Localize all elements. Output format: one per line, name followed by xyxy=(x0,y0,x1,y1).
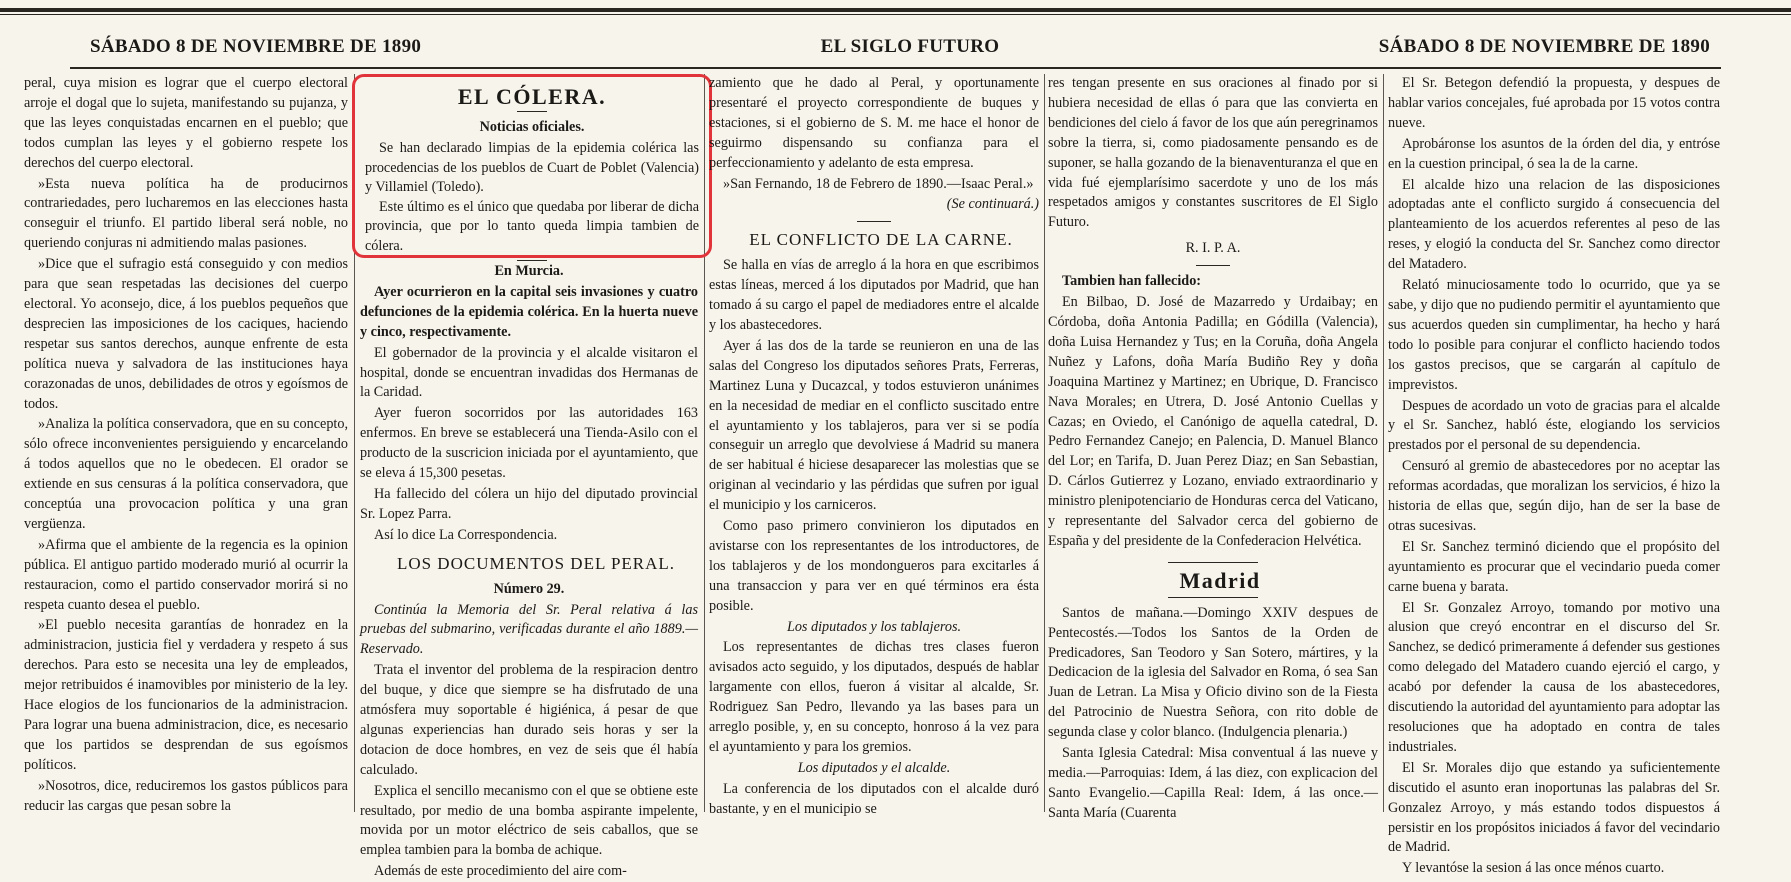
masthead xyxy=(90,36,1710,62)
date-right: SÁBADO 8 DE NOVIEMBRE DE 1890 xyxy=(1378,36,1710,57)
column-3 xyxy=(709,74,1039,817)
column-divider xyxy=(1383,74,1384,812)
paragraph: La conferencia de los diputados con el alcalde duró bastante, y en el municipio se xyxy=(709,780,1039,817)
paragraph: »Analiza la política conservadora, que en su concepto, sólo ofrece inconvenientes persiguiendo y encarcelando á todos aquellos que no le obedecen. El orador se extiende en sus censuras á la política conservadora, que conceptúa una provocacion política y una gran vergüenza. xyxy=(24,416,348,532)
subheading: Los diputados y el alcalde. xyxy=(797,759,951,776)
paragraph: El gobernador de la provincia y el alcalde visitaron el hospital, donde se encuentran invadidas dos Hermanas de la Caridad. xyxy=(360,344,698,401)
paragraph: »Afirma que el ambiente de la regencia es la opinion pública. El antiguo partido moderado murió al ocurrir la restauracion, como el partido conservador morirá si no respeta cuanto desea el pueblo. xyxy=(24,536,348,613)
paragraph: »Nosotros, dice, reduciremos los gastos públicos para reducir las cargas que pesan sobre la xyxy=(24,777,348,814)
column-4 xyxy=(1048,74,1378,821)
paragraph: Ayer fueron socorridos por las autoridades 163 enfermos. En breve se establecerá una Tienda-Asilo con el producto de la suscricion iniciada por el ayuntamiento, que se eleva á 15,300 pesetas. xyxy=(360,405,698,482)
divider xyxy=(517,111,547,112)
divider xyxy=(1196,265,1230,266)
section-title: Madrid xyxy=(1179,567,1261,593)
paragraph: Ayer á las dos de la tarde se reunieron en una de las salas del Congreso los diputados señores Prats, Ferreras, Martinez Luna y Ducazcal, y todos estuvieron unánimes en la necesidad de mediar en el conflicto suscitado entre el ayuntamiento y los tablajeros, para ver si se podía conseguir un arreglo que devolviese á Madrid su manera de ser habitual é hiciese desaparecer las molestias que se originan al vecindario y las pérdidas que sufren por igual el municipio y los carniceros. xyxy=(709,337,1039,514)
paragraph: Santos de mañana.—Domingo XXIV despues de Pentecostés.—Todos los Santos de la Orden de Predicadores, San Teodoro y San Sotero, mártires, y la Dedicacion de la iglesia del Salvador en Roma, ó sea San Juan de Letran. La Misa y Oficio divino son de la Fiesta del Patrocinio de Nuestra Señora, con rito doble de segunda clase y color blanco. (Indulgencia plenaria.) xyxy=(1048,604,1378,741)
paragraph: Además de este procedimiento del aire com- xyxy=(374,863,627,880)
section-title: LOS DOCUMENTOS DEL PERAL. xyxy=(396,553,676,573)
paragraph: Este último es el único que quedaba por liberar de dicha provincia, que por lo tanto queda limpia tambien de cólera. xyxy=(365,198,699,254)
section-title: EL CONFLICTO DE LA CARNE. xyxy=(749,230,1013,250)
paragraph: Los representantes de dichas tres clases fueron avisados acto seguido, y los diputados, después de hablar largamente con ellos, fueron á visitar al alcalde, Sr. Rodriguez San Pedro, llevando ya las bases para un arreglo posible, y, en su concepto, honroso á la vez para el ayuntamiento y para los gremios. xyxy=(709,639,1039,755)
paragraph: Se halla en vías de arreglo á la hora en que escribimos estas líneas, merced á los diputados por Madrid, que han tomado á su cargo el papel de mediadores entre el alcalde y los abastecedores. xyxy=(709,257,1039,333)
ripa: R. I. P. A. xyxy=(1185,240,1241,257)
continuation-note: (Se continuará.) xyxy=(946,196,1039,213)
paragraph: res tengan presente en sus oraciones al finado por si hubiera necesidad de ellas ó para que las convierta en bendiciones del cielo á favor de los que aún peregrinamos sobre la tierra, si, como piadosamente pensando es de suponer, se halla gozando de la bienaventuranza el que en vida fué ejemplarísimo sacerdote y uno de los más respetados amigos y constantes suscritores de El Siglo Futuro. xyxy=(1048,75,1378,231)
paragraph: peral, cuya mision es lograr que el cuerpo electoral arroje el dogal que lo sujeta, manifestando su pujanza, y que las leyes conquistadas encarnen en el pueblo; que todos cumplan las leyes y el gobierno respete los derechos del cuerpo electoral. xyxy=(24,75,348,171)
paragraph: »San Fernando, 18 de Febrero de 1890.—Isaac Peral.» xyxy=(723,175,1034,192)
article-title: EL CÓLERA. xyxy=(457,84,607,109)
column-divider xyxy=(1044,74,1045,812)
article-subtitle: Noticias oficiales. xyxy=(479,118,585,135)
paragraph: El Sr. Morales dijo que estando ya suficientemente discutido el asunto eran inoportunas las palabras del Sr. Gonzalez Arroyo, y más estando todos dispuestos á persistir en los propósitos iniciados á favor del vecindario de Madrid. xyxy=(1388,759,1720,856)
paragraph: »Dice que el sufragio está conseguido y con medios para que sean respetadas las decisiones del cuerpo electoral. Yo aconsejo, dice, á los pueblos pequeños que desprecien las imposiciones de los caciques, haciendo respetar sus santos derechos, aunque enfrente de esta política nueva y salvadora de las instituciones haya corazonadas de unos, debilidades de otros y egoísmos de todos. xyxy=(24,256,348,412)
paragraph: El Sr. Betegon defendió la propuesta, y despues de hablar varios concejales, fué aprobada por 15 votos contra nueve. xyxy=(1388,75,1720,131)
paragraph: Y levantóse la sesion á las once ménos cuarto. xyxy=(1402,860,1665,877)
paragraph: En Bilbao, D. José de Mazarredo y Urdaibay; en Córdoba, doña Antonia Padilla; en Gódilla (Valencia), doña Luisa Hernandez y Tus; en la Coruña, doña Angela Nuñez y Lafons, doña María Budiño Rey y doña Joaquina Martinez y Martinez; en Ubrique, D. Francisco Nava Morales; en Utrera, D. José Antonio Cuellas y Cazas; en Oviedo, el Canónigo de aquella catedral, D. Pedro Fernandez Canejo; en Palencia, D. Manuel Blanco del Lor; en Tarifa, D. Juan Perez Diaz; en San Sebastian, D. Cárlos Gutierrez y Lozano, enviado extraordinario y ministro plenipotenciario de Honduras cerca del Vaticano, y representante del Salvador cerca del gobierno de España y del presidente de la Confederacion Helvética. xyxy=(1048,294,1378,549)
paragraph: Tambien han fallecido: xyxy=(1062,273,1202,290)
paragraph: Ha fallecido del cólera un hijo del diputado provincial Sr. Lopez Parra. xyxy=(360,485,698,522)
date-left: SÁBADO 8 DE NOVIEMBRE DE 1890 xyxy=(90,36,422,57)
paragraph: Santa Iglesia Catedral: Misa conventual á las nueve y media.—Parroquias: Idem, á las diez, con explicacion del Santo Evangelio.—Capilla Real: Idem, á las once.—Santa María (Cuarenta xyxy=(1048,745,1378,821)
paragraph: Censuró al gremio de abastecedores por no aceptar las reformas acordadas, que moralizan los servicios, é hizo la historia de ellas que, según dijo, han de ser la base de otras sucesivas. xyxy=(1388,458,1720,534)
paragraph: zamiento que he dado al Peral, y oportunamente presentaré el proyecto correspondiente de buques y estaciones, si el gobierno de S. M. me hace el honor de seguirmo dispensando su confianza para el perfeccionamiento y adelanto de esta empresa. xyxy=(709,75,1039,171)
divider xyxy=(857,221,891,222)
newspaper-title: EL SIGLO FUTURO xyxy=(820,36,1000,57)
column-1 xyxy=(24,74,348,814)
subheading: Los diputados y los tablajeros. xyxy=(786,618,962,635)
divider xyxy=(1168,597,1258,598)
top-border-rule-thin xyxy=(0,14,1791,15)
header-rule xyxy=(70,67,1721,69)
divider xyxy=(1168,562,1258,563)
paragraph: Despues de acordado un voto de gracias para el alcalde y el Sr. Sanchez, habló éste, elogiando los servicios prestados por el personal de su dependencia. xyxy=(1388,397,1720,454)
lead-paragraph: Continúa la Memoria del Sr. Peral relativa á las pruebas del submarino, verificadas durante el año 1889.—Reservado. xyxy=(360,601,698,658)
paragraph: El Sr. Sanchez terminó diciendo que el propósito del ayuntamiento es procurar que el vecindario pueda comer carne buena y barata. xyxy=(1388,538,1720,595)
paragraph: Relató minuciosamente todo lo ocurrido, que ya se sabe, y dijo que no pudiendo permitir el ayuntamiento que sus acuerdos queden sin cumplimentar, ha hecho y hará todo lo posible para conjurar el conflicto haciendo todos los gastos precisos, que se cargarán al capítulo de imprevistos. xyxy=(1388,277,1720,393)
highlighted-article-cholera xyxy=(352,74,712,258)
column-2 xyxy=(360,262,698,880)
paragraph: Así lo dice La Correspondencia. xyxy=(374,526,558,543)
document-number: Número 29. xyxy=(493,580,565,597)
paragraph: Trata el inventor del problema de la respiracion dentro del buque, y dice que siempre se ha disfrutado de una atmósfera muy soportable é higiénica, á pesar de que algunas experiencias han durado seis horas y ser la dotacion de doce hombres, en vez de seis que él había calculado. xyxy=(360,662,698,778)
paragraph: »El pueblo necesita garantías de honradez en la administracion, justicia fiel y verdadera y respeto á sus derechos. Para esto se necesita una ley de empleados, mejor retribuidos é inamovibles por ministerio de la ley. Hace elogios de los funcionarios de la administracion. Para lograr una buena administracion, dice, es necesario que los partidos se desprendan de sus egoísmos políticos. xyxy=(24,617,348,773)
paragraph: Aprobáronse los asuntos de la órden del dia, y entróse en la cuestion principal, ó sea la de la carne. xyxy=(1388,135,1720,172)
divider xyxy=(517,260,547,261)
column-5 xyxy=(1388,74,1720,877)
paragraph: El alcalde hizo una relacion de las disposiciones adoptadas ante el conflicto surgido á consecuencia del planteamiento de los acuerdos referentes al peso de las reses, y elogió la conducta del Sr. Sanchez como director del Matadero. xyxy=(1388,176,1720,273)
paragraph: Se han declarado limpias de la epidemia colérica las procedencias de los pueblos de Cuart de Poblet (Valencia) y Villamiel (Toledo). xyxy=(365,140,699,195)
paragraph: Como paso primero convinieron los diputados en avistarse con los representantes de los introductores, de los tablajeros y de los mondongueros para excitarles á una transaccion y para ver en qué términos era ésta posible. xyxy=(709,518,1039,614)
top-border-rule xyxy=(0,8,1791,12)
subheading: En Murcia. xyxy=(494,263,564,279)
paragraph: Ayer ocurrieron en la capital seis invasiones y cuatro defunciones de la epidemia colérica. En la huerta nueve y cinco, respectivamente. xyxy=(360,283,698,340)
paragraph: »Esta nueva política ha de producirnos contrariedades, pero lucharemos en las elecciones hasta conseguir el triunfo. El partido liberal será noble, no queriendo conjuras ni admitiendo malas pasiones. xyxy=(24,175,348,252)
paragraph: El Sr. Gonzalez Arroyo, tomando por motivo una alusion que creyó encontrar en el discurso del Sr. Sanchez, se dedicó primeramente á defender sus gestiones como delegado del Matadero cuando ejerció el cargo, y acabó por defender la causa de los abastecedores, discutiendo la autoridad del ayuntamiento para adoptar las resoluciones que ha adoptado en contra de tales industriales. xyxy=(1388,599,1720,755)
paragraph: Explica el sencillo mecanismo con el que se obtiene este resultado, por medio de una bomba aspirante impelente, movida por un motor eléctrico de seis caballos, que se emplea tambien para la bomba de achique. xyxy=(360,782,698,859)
